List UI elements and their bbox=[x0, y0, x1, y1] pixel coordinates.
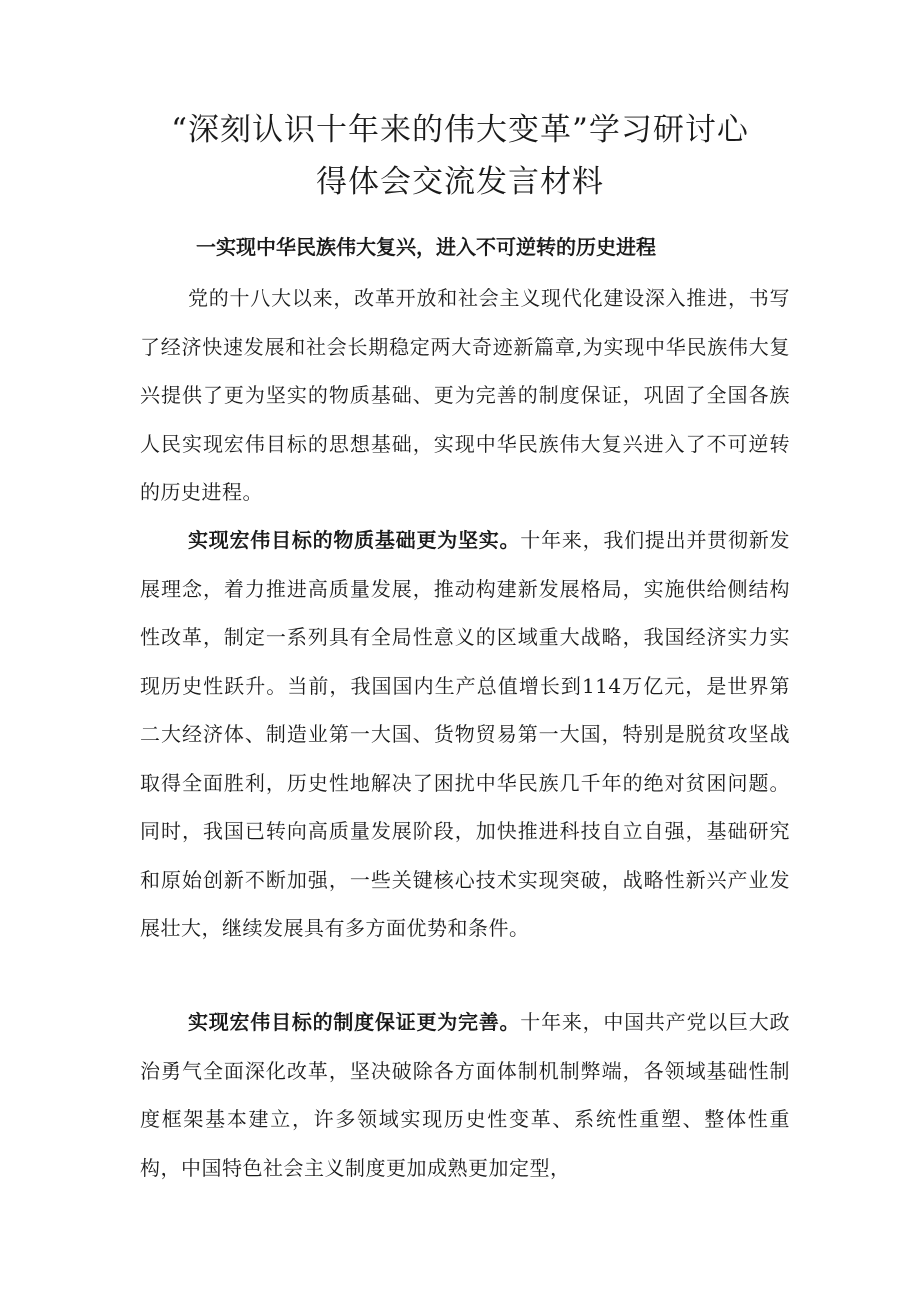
paragraph-2-body: 十年来，我们提出并贯彻新发展理念，着力推进高质量发展，推动构建新发展格局，实施供给侧结构性改革，制定一系列具有全局性意义的区域重大战略，我国经济实力实现历史性跃升。当前，我国国内生产总值增长到114万亿元，是世界第二大经济体、制造业第一大国、货物贸易第一大国，特别是脱贫攻坚战取得全面胜利，历史性地解决了困扰中华民族几千年的绝对贫困问题。同时，我国已转向高质量发展阶段，加快推进科技自立自强，基础研究和原始创新不断加强，一些关键核心技术实现突破，战略性新兴产业发展壮大，继续发展具有多方面优势和条件。 bbox=[140, 528, 791, 940]
paragraph-3 bbox=[140, 998, 790, 1192]
section-heading: 一实现中华民族伟大复兴，进入不可逆转的历史进程 bbox=[196, 235, 656, 259]
document-title-line-2: 得体会交流发言材料 bbox=[316, 164, 604, 200]
paragraph-3-lead: 实现宏伟目标的制度保证更为完善。 bbox=[188, 1010, 521, 1034]
paragraph-3-body: 十年来，中国共产党以巨大政治勇气全面深化改革，坚决破除各方面体制机制弊端，各领域基础性制度框架基本建立，许多领域实现历史性变革、系统性重塑、整体性重构，中国特色社会主义制度更加成熟更加定型， bbox=[140, 1010, 791, 1180]
paragraph-2 bbox=[140, 516, 790, 953]
paragraph-2-lead: 实现宏伟目标的物质基础更为坚实。 bbox=[188, 528, 521, 552]
paragraph-1: 党的十八大以来，改革开放和社会主义现代化建设深入推进，书写了经济快速发展和社会长期稳定两大奇迹新篇章,为实现中华民族伟大复兴提供了更为坚实的物质基础、更为完善的制度保证，巩固了全国各族人民实现宏伟目标的思想基础，实现中华民族伟大复兴进入了不可逆转的历史进程。 bbox=[140, 286, 790, 504]
document-title-line-1: “深刻认识十年来的伟大变革”学习研讨心 bbox=[171, 112, 749, 148]
